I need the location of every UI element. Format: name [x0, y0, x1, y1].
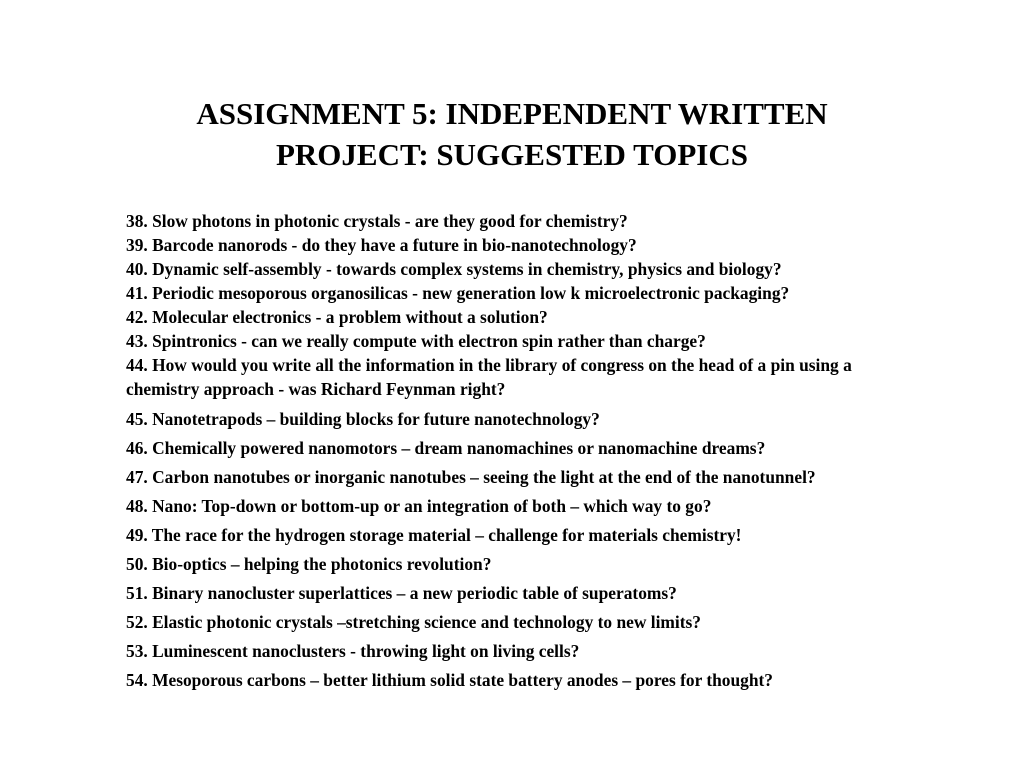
topic-item: 45. Nanotetrapods – building blocks for future nanotechnology? [126, 409, 600, 429]
topic-item-line: chemistry approach - was Richard Feynman right? [126, 379, 506, 399]
topic-item-44 [126, 353, 976, 401]
topic-item: 53. Luminescent nanoclusters - throwing light on living cells? [126, 641, 580, 661]
topic-list-compact [126, 209, 976, 401]
topic-item: 48. Nano: Top-down or bottom-up or an integration of both – which way to go? [126, 496, 712, 516]
topic-item: 49. The race for the hydrogen storage material – challenge for materials chemistry! [126, 525, 742, 545]
slide-title-line: ASSIGNMENT 5: INDEPENDENT WRITTEN [196, 96, 828, 131]
topic-item: 47. Carbon nanotubes or inorganic nanotubes – seeing the light at the end of the nanotunnel? [126, 467, 816, 487]
topic-item: 39. Barcode nanorods - do they have a future in bio-nanotechnology? [126, 235, 637, 255]
topic-item-line: 44. How would you write all the information in the library of congress on the head of a pin using a [126, 355, 852, 375]
topic-item: 51. Binary nanocluster superlattices – a new periodic table of superatoms? [126, 583, 677, 603]
topic-item: 50. Bio-optics – helping the photonics revolution? [126, 554, 492, 574]
topic-item: 52. Elastic photonic crystals –stretching science and technology to new limits? [126, 612, 701, 632]
slide-title [120, 93, 904, 175]
topic-item: 40. Dynamic self-assembly - towards complex systems in chemistry, physics and biology? [126, 259, 782, 279]
topic-item: 41. Periodic mesoporous organosilicas - new generation low k microelectronic packaging? [126, 283, 790, 303]
topic-list-spaced [126, 405, 976, 695]
topic-item: 38. Slow photons in photonic crystals - are they good for chemistry? [126, 211, 628, 231]
slide-title-line: PROJECT: SUGGESTED TOPICS [275, 137, 748, 172]
topic-item: 42. Molecular electronics - a problem without a solution? [126, 307, 548, 327]
topic-item: 54. Mesoporous carbons – better lithium solid state battery anodes – pores for thought? [126, 670, 774, 690]
topic-item: 46. Chemically powered nanomotors – dream nanomachines or nanomachine dreams? [126, 438, 766, 458]
topic-item: 43. Spintronics - can we really compute with electron spin rather than charge? [126, 331, 706, 351]
